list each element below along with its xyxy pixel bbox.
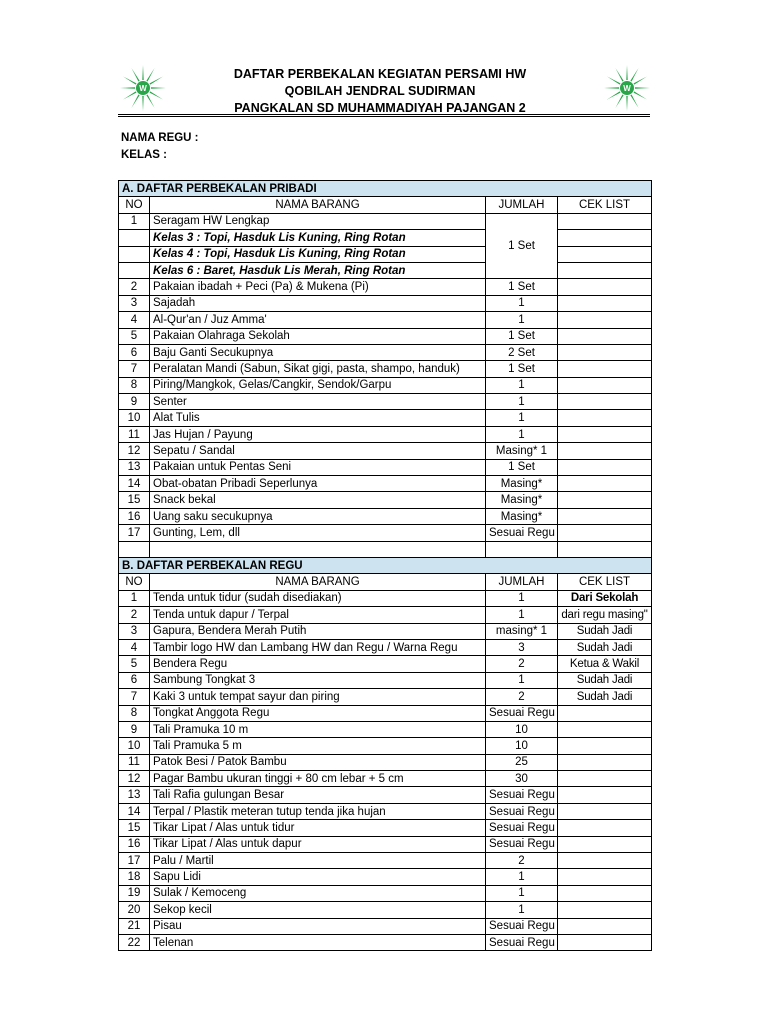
table-row <box>119 869 652 885</box>
item-name: Tali Pramuka 5 m <box>150 738 486 754</box>
item-qty <box>486 541 558 557</box>
item-name: Seragam HW Lengkap <box>150 213 486 229</box>
item-qty: Masing* <box>486 508 558 524</box>
column-header-no: NO <box>119 574 150 590</box>
nama-regu-label: NAMA REGU : <box>121 132 199 144</box>
sun-ray <box>132 95 140 108</box>
item-name: Tenda untuk dapur / Terpal <box>150 607 486 623</box>
item-qty: Sesuai Regu <box>486 918 558 934</box>
table-row <box>119 787 652 803</box>
item-name: Uang saku secukupnya <box>150 508 486 524</box>
item-cek-list[interactable] <box>558 328 652 344</box>
item-cek-list[interactable]: Ketua & Wakil <box>558 656 652 672</box>
item-no: 1 <box>119 590 150 606</box>
item-cek-list[interactable]: Dari Sekolah <box>558 590 652 606</box>
table-row <box>119 459 652 475</box>
sun-ray <box>123 91 136 99</box>
item-subitem: Kelas 3 : Topi, Hasduk Lis Kuning, Ring Rotan <box>150 230 486 246</box>
item-qty: Sesuai Regu <box>486 787 558 803</box>
item-no: 5 <box>119 656 150 672</box>
column-header-jumlah: JUMLAH <box>486 197 558 213</box>
item-cek-list[interactable] <box>558 525 652 541</box>
item-qty: Masing* <box>486 476 558 492</box>
item-checkbox-cell[interactable] <box>558 230 652 246</box>
table-row <box>119 377 652 393</box>
document-title: DAFTAR PERBEKALAN KEGIATAN PERSAMI HW <box>233 67 527 81</box>
item-qty: Sesuai Regu <box>486 820 558 836</box>
item-no: 9 <box>119 394 150 410</box>
sun-ray <box>607 91 620 99</box>
item-cek-list[interactable]: Sudah Jadi <box>558 689 652 705</box>
item-qty: 1 <box>486 607 558 623</box>
item-qty: 1 <box>486 902 558 918</box>
table-row <box>119 410 652 426</box>
svg-text:W: W <box>623 84 631 93</box>
table-row <box>119 508 652 524</box>
item-no: 7 <box>119 689 150 705</box>
sun-ray <box>142 96 143 111</box>
item-no: 13 <box>119 459 150 475</box>
table-row <box>119 394 652 410</box>
sun-ray <box>607 77 620 85</box>
item-qty: 1 Set <box>486 328 558 344</box>
item-no: 6 <box>119 344 150 360</box>
item-checkbox-cell[interactable] <box>558 213 652 229</box>
item-cek-list[interactable] <box>558 918 652 934</box>
item-qty: Masing* 1 <box>486 443 558 459</box>
table-row <box>119 246 652 262</box>
section-b-title: B. DAFTAR PERBEKALAN REGU <box>119 557 652 573</box>
item-no: 3 <box>119 623 150 639</box>
item-qty: 3 <box>486 639 558 655</box>
item-cek-list[interactable] <box>558 754 652 770</box>
item-cek-list[interactable] <box>558 476 652 492</box>
item-name: Baju Ganti Secukupnya <box>150 344 486 360</box>
item-cek-list[interactable]: dari regu masing" <box>558 607 652 623</box>
item-no: 4 <box>119 639 150 655</box>
item-name: Sepatu / Sandal <box>150 443 486 459</box>
item-qty: 2 <box>486 656 558 672</box>
item-no <box>119 262 150 278</box>
table-row <box>119 541 652 557</box>
item-no: 5 <box>119 328 150 344</box>
item-no: 11 <box>119 426 150 442</box>
item-cek-list[interactable] <box>558 508 652 524</box>
item-name: Kaki 3 untuk tempat sayur dan piring <box>150 689 486 705</box>
item-no: 21 <box>119 918 150 934</box>
item-qty: 1 Set <box>486 279 558 295</box>
item-cek-list[interactable]: Sudah Jadi <box>558 672 652 688</box>
column-header-jumlah: JUMLAH <box>486 574 558 590</box>
table-row <box>119 836 652 852</box>
item-cek-list[interactable] <box>558 541 652 557</box>
table-row <box>119 443 652 459</box>
item-qty: Sesuai Regu <box>486 803 558 819</box>
sun-ray <box>626 96 627 111</box>
item-qty: 1 <box>486 377 558 393</box>
sun-ray <box>123 77 136 85</box>
item-qty: 2 <box>486 689 558 705</box>
column-header-cek-list: CEK LIST <box>558 197 652 213</box>
item-cek-list[interactable] <box>558 934 652 950</box>
item-qty: 1 <box>486 590 558 606</box>
column-header-nama-barang: NAMA BARANG <box>150 197 486 213</box>
table-row <box>119 902 652 918</box>
item-no: 9 <box>119 721 150 737</box>
item-name: Patok Besi / Patok Bambu <box>150 754 486 770</box>
item-cek-list[interactable] <box>558 459 652 475</box>
item-name: Tikar Lipat / Alas untuk tidur <box>150 820 486 836</box>
item-qty: 1 <box>486 672 558 688</box>
item-qty: 1 <box>486 869 558 885</box>
item-name: Sekop kecil <box>150 902 486 918</box>
item-qty: Masing* <box>486 492 558 508</box>
item-checkbox-cell[interactable] <box>558 262 652 278</box>
table-row <box>119 476 652 492</box>
item-no: 16 <box>119 508 150 524</box>
table-row <box>119 705 652 721</box>
item-qty: masing* 1 <box>486 623 558 639</box>
item-checkbox-cell[interactable] <box>558 246 652 262</box>
section-b-header-row <box>119 557 652 573</box>
table-row <box>119 230 652 246</box>
item-no: 13 <box>119 787 150 803</box>
item-name: Obat-obatan Pribadi Seperlunya <box>150 476 486 492</box>
item-name: Tali Pramuka 10 m <box>150 721 486 737</box>
item-cek-list[interactable] <box>558 787 652 803</box>
item-no: 2 <box>119 279 150 295</box>
sun-ray <box>626 65 627 80</box>
header-divider <box>118 116 650 117</box>
sun-ray <box>142 65 143 80</box>
sun-ray <box>120 87 135 88</box>
item-name: Snack bekal <box>150 492 486 508</box>
item-name: Gapura, Bendera Merah Putih <box>150 623 486 639</box>
sun-ray <box>616 68 624 81</box>
item-no <box>119 230 150 246</box>
column-header-row <box>119 574 652 590</box>
item-cek-list[interactable] <box>558 820 652 836</box>
table-row <box>119 590 652 606</box>
sun-ray <box>635 87 650 88</box>
item-no: 8 <box>119 705 150 721</box>
table-row <box>119 934 652 950</box>
item-cek-list[interactable] <box>558 426 652 442</box>
item-qty: Sesuai Regu <box>486 525 558 541</box>
item-no <box>119 246 150 262</box>
item-name: Gunting, Lem, dll <box>150 525 486 541</box>
item-subitem: Kelas 6 : Baret, Hasduk Lis Merah, Ring Rotan <box>150 262 486 278</box>
table-row <box>119 803 652 819</box>
item-no: 17 <box>119 853 150 869</box>
item-cek-list[interactable] <box>558 361 652 377</box>
item-name: Tenda untuk tidur (sudah disediakan) <box>150 590 486 606</box>
item-qty: 2 Set <box>486 344 558 360</box>
table-row <box>119 623 652 639</box>
item-cek-list[interactable] <box>558 721 652 737</box>
item-qty: Sesuai Regu <box>486 934 558 950</box>
item-qty: 1 <box>486 426 558 442</box>
table-row <box>119 295 652 311</box>
supply-list-table <box>118 180 652 951</box>
sun-ray <box>604 87 619 88</box>
document-organization: PANGKALAN SD MUHAMMADIYAH PAJANGAN 2 <box>234 101 526 115</box>
item-name: Palu / Martil <box>150 853 486 869</box>
item-name: Tambir logo HW dan Lambang HW dan Regu / Warna Regu <box>150 639 486 655</box>
table-row <box>119 525 652 541</box>
item-name: Tikar Lipat / Alas untuk dapur <box>150 836 486 852</box>
item-name: Tali Rafia gulungan Besar <box>150 787 486 803</box>
item-cek-list[interactable] <box>558 410 652 426</box>
item-no: 2 <box>119 607 150 623</box>
item-name: Piring/Mangkok, Gelas/Cangkir, Sendok/Garpu <box>150 377 486 393</box>
table-row <box>119 689 652 705</box>
item-name: Sajadah <box>150 295 486 311</box>
item-cek-list[interactable] <box>558 295 652 311</box>
item-cek-list[interactable] <box>558 853 652 869</box>
item-cek-list[interactable] <box>558 738 652 754</box>
table-row <box>119 672 652 688</box>
item-cek-list[interactable] <box>558 869 652 885</box>
item-no: 7 <box>119 361 150 377</box>
table-row <box>119 820 652 836</box>
item-name: Telenan <box>150 934 486 950</box>
item-name: Bendera Regu <box>150 656 486 672</box>
item-no: 12 <box>119 443 150 459</box>
item-subitem: Kelas 4 : Topi, Hasduk Lis Kuning, Ring Rotan <box>150 246 486 262</box>
column-header-no: NO <box>119 197 150 213</box>
table-row <box>119 344 652 360</box>
table-row <box>119 312 652 328</box>
item-qty: 1 <box>486 312 558 328</box>
item-name: Al-Qur'an / Juz Amma' <box>150 312 486 328</box>
item-name: Sapu Lidi <box>150 869 486 885</box>
table-row <box>119 771 652 787</box>
item-qty: 30 <box>486 771 558 787</box>
sun-ray <box>630 68 638 81</box>
item-no: 10 <box>119 410 150 426</box>
table-row <box>119 754 652 770</box>
item-name <box>150 541 486 557</box>
item-no: 4 <box>119 312 150 328</box>
item-no: 19 <box>119 885 150 901</box>
item-no: 1 <box>119 213 150 229</box>
item-qty: 1 Set <box>486 213 558 279</box>
item-name: Pakaian untuk Pentas Seni <box>150 459 486 475</box>
item-cek-list[interactable] <box>558 312 652 328</box>
item-name: Alat Tulis <box>150 410 486 426</box>
item-qty: Sesuai Regu <box>486 836 558 852</box>
item-qty: Sesuai Regu <box>486 705 558 721</box>
item-no: 3 <box>119 295 150 311</box>
table-row <box>119 492 652 508</box>
table-row <box>119 918 652 934</box>
item-no: 14 <box>119 803 150 819</box>
item-name: Sambung Tongkat 3 <box>150 672 486 688</box>
item-name: Sulak / Kemoceng <box>150 885 486 901</box>
item-cek-list[interactable] <box>558 885 652 901</box>
column-header-cek-list: CEK LIST <box>558 574 652 590</box>
table-row <box>119 639 652 655</box>
item-qty: 1 Set <box>486 361 558 377</box>
item-no: 15 <box>119 492 150 508</box>
table-row <box>119 721 652 737</box>
item-cek-list[interactable] <box>558 771 652 787</box>
item-qty: 10 <box>486 721 558 737</box>
sun-ray <box>634 91 647 99</box>
table-row <box>119 328 652 344</box>
sun-ray <box>630 95 638 108</box>
kelas-label: KELAS : <box>121 149 167 161</box>
item-qty: 2 <box>486 853 558 869</box>
item-qty: 1 <box>486 410 558 426</box>
item-no: 12 <box>119 771 150 787</box>
item-no: 10 <box>119 738 150 754</box>
item-no: 22 <box>119 934 150 950</box>
item-cek-list[interactable] <box>558 492 652 508</box>
svg-text:W: W <box>139 84 147 93</box>
sun-ray <box>146 68 154 81</box>
item-no: 8 <box>119 377 150 393</box>
hw-emblem-right-icon <box>603 64 651 112</box>
item-qty: 1 <box>486 885 558 901</box>
item-name: Jas Hujan / Payung <box>150 426 486 442</box>
item-qty: 1 <box>486 394 558 410</box>
sun-ray <box>146 95 154 108</box>
item-no <box>119 541 150 557</box>
table-row <box>119 885 652 901</box>
item-cek-list[interactable] <box>558 394 652 410</box>
table-row <box>119 607 652 623</box>
item-name: Pakaian ibadah + Peci (Pa) & Mukena (Pi) <box>150 279 486 295</box>
document-subtitle: QOBILAH JENDRAL SUDIRMAN <box>284 84 476 98</box>
item-cek-list[interactable]: Sudah Jadi <box>558 639 652 655</box>
item-no: 18 <box>119 869 150 885</box>
item-no: 15 <box>119 820 150 836</box>
item-name: Tongkat Anggota Regu <box>150 705 486 721</box>
item-cek-list[interactable] <box>558 705 652 721</box>
sun-ray <box>634 77 647 85</box>
column-header-nama-barang: NAMA BARANG <box>150 574 486 590</box>
item-no: 14 <box>119 476 150 492</box>
section-a-header-row <box>119 181 652 197</box>
table-row <box>119 853 652 869</box>
table-row <box>119 426 652 442</box>
item-qty: 25 <box>486 754 558 770</box>
item-cek-list[interactable]: Sudah Jadi <box>558 623 652 639</box>
item-name: Pagar Bambu ukuran tinggi + 80 cm lebar + 5 cm <box>150 771 486 787</box>
item-name: Peralatan Mandi (Sabun, Sikat gigi, pasta, shampo, handuk) <box>150 361 486 377</box>
table-row <box>119 213 652 229</box>
item-qty: 10 <box>486 738 558 754</box>
item-cek-list[interactable] <box>558 279 652 295</box>
item-name: Pisau <box>150 918 486 934</box>
item-no: 17 <box>119 525 150 541</box>
item-cek-list[interactable] <box>558 836 652 852</box>
sun-ray <box>616 95 624 108</box>
section-a-title: A. DAFTAR PERBEKALAN PRIBADI <box>119 181 652 197</box>
item-no: 20 <box>119 902 150 918</box>
item-name: Senter <box>150 394 486 410</box>
table-row <box>119 738 652 754</box>
table-row <box>119 656 652 672</box>
item-cek-list[interactable] <box>558 377 652 393</box>
item-cek-list[interactable] <box>558 902 652 918</box>
table-row <box>119 279 652 295</box>
column-header-row <box>119 197 652 213</box>
item-cek-list[interactable] <box>558 803 652 819</box>
sun-ray <box>132 68 140 81</box>
item-qty: 1 <box>486 295 558 311</box>
item-no: 6 <box>119 672 150 688</box>
table-row <box>119 361 652 377</box>
item-no: 11 <box>119 754 150 770</box>
item-name: Pakaian Olahraga Sekolah <box>150 328 486 344</box>
item-qty: 1 Set <box>486 459 558 475</box>
header-divider <box>118 114 650 115</box>
table-row <box>119 262 652 278</box>
item-cek-list[interactable] <box>558 344 652 360</box>
item-cek-list[interactable] <box>558 443 652 459</box>
item-name: Terpal / Plastik meteran tutup tenda jika hujan <box>150 803 486 819</box>
item-no: 16 <box>119 836 150 852</box>
